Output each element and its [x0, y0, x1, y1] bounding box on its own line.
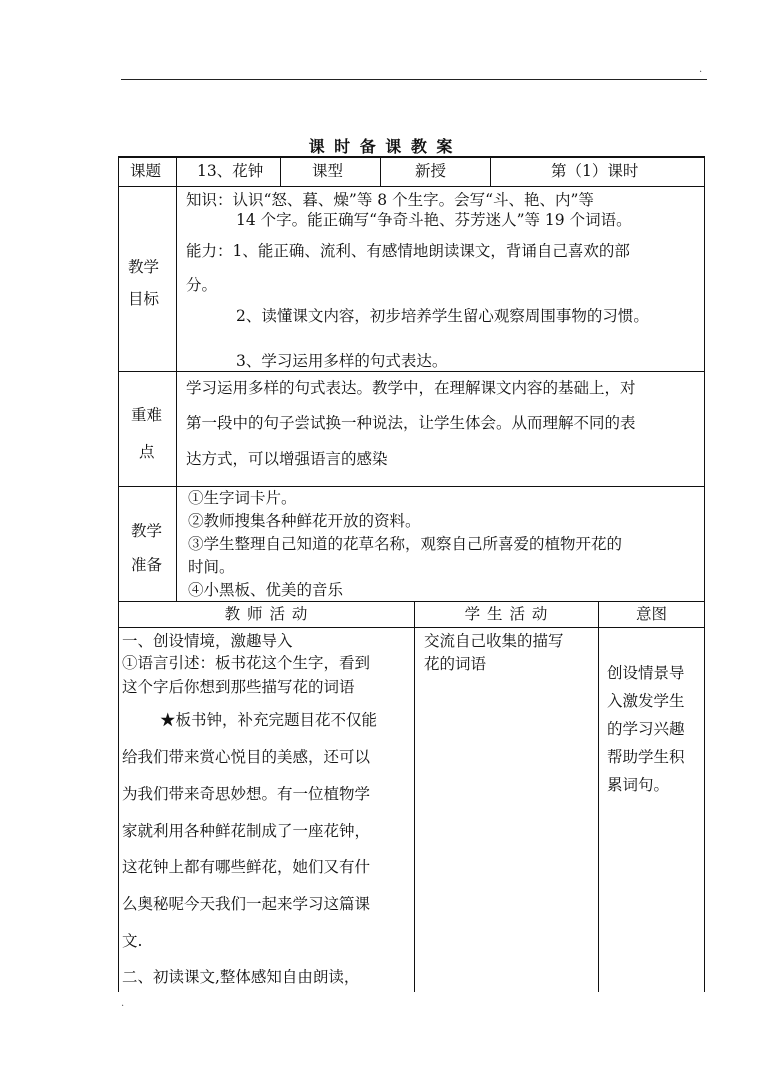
intent-line: 累词句。 — [607, 776, 670, 794]
key-points-line: 第一段中的句子尝试换一种说法，让学生体会。从而理解不同的表 — [186, 414, 636, 432]
teacher-activity-line: ★板书钟，补充完题目花不仅能 — [160, 711, 378, 729]
goals-line: 知识：认识“怒、暮、燥”等 8 个生字。会写“斗、艳、内”等 — [186, 191, 594, 209]
teacher-activity-line: 这花钟上都有哪些鲜花，她们又有什 — [122, 858, 371, 876]
intent-line: 创设情景导 — [607, 664, 685, 682]
topic-value: 13、花钟 — [197, 162, 264, 180]
teacher-activity-line: 二、初读课文,整体感知自由朗读， — [122, 968, 360, 986]
table-border — [118, 486, 705, 487]
table-border — [176, 156, 177, 602]
student-activity-line: 交流自己收集的描写 — [424, 632, 564, 650]
bottom-mark: . — [121, 998, 125, 1009]
student-activity-header: 学 生 活 动 — [464, 605, 549, 623]
prep-line: ③学生整理自己知道的花草名称，观察自己所喜爱的植物开花的 — [188, 535, 623, 553]
key-points-label: 点 — [139, 443, 155, 461]
top-mark: . — [699, 64, 703, 75]
goals-label: 目标 — [128, 290, 160, 308]
table-border — [118, 186, 705, 187]
table-border — [118, 156, 119, 992]
table-border — [704, 156, 705, 992]
teacher-activity-line: 么奥秘呢今天我们一起来学习这篇课 — [122, 895, 371, 913]
table-border — [280, 156, 281, 187]
key-points-label: 重难 — [131, 406, 163, 424]
table-border — [598, 601, 599, 992]
teacher-activity-line: 文. — [122, 932, 143, 950]
goals-line: 3、学习运用多样的句式表达。 — [236, 352, 448, 370]
prep-label: 准备 — [131, 556, 163, 574]
type-value: 新授 — [415, 162, 447, 180]
teacher-activity-line: 给我们带来赏心悦目的美感，还可以 — [122, 748, 371, 766]
teacher-activity-line: 家就利用各种鲜花制成了一座花钟， — [122, 822, 371, 840]
teacher-activity-line: 为我们带来奇思妙想。有一位植物学 — [122, 785, 371, 803]
prep-line: 时间。 — [188, 558, 235, 576]
intent-header: 意图 — [635, 605, 667, 623]
key-points-line: 达方式，可以增强语言的感染 — [186, 450, 388, 468]
intent-line: 帮助学生积 — [607, 748, 685, 766]
table-border — [118, 371, 705, 372]
prep-label: 教学 — [131, 522, 163, 540]
intent-line: 的学习兴趣 — [607, 720, 685, 738]
goals-line: 2、读懂课文内容，初步培养学生留心观察周围事物的习惯。 — [236, 307, 649, 325]
goals-line: 分。 — [186, 276, 218, 294]
teacher-activity-header: 教 师 活 动 — [224, 605, 309, 623]
period-value: 第（1）课时 — [551, 162, 639, 180]
goals-label: 教学 — [128, 258, 160, 276]
student-activity-line: 花的词语 — [424, 655, 487, 673]
teacher-activity-line: ①语言引述：板书花这个生字，看到 — [122, 654, 371, 672]
topic-label: 课题 — [130, 162, 162, 180]
table-border — [118, 601, 705, 602]
teacher-activity-line: 一、创设情境，激趣导入 — [122, 632, 293, 650]
table-border — [118, 156, 705, 158]
prep-line: ②教师搜集各种鲜花开放的资料。 — [188, 512, 421, 530]
key-points-line: 学习运用多样的句式表达。教学中，在理解课文内容的基础上，对 — [186, 379, 636, 397]
type-label: 课型 — [312, 162, 344, 180]
prep-line: ①生字词卡片。 — [188, 489, 297, 507]
table-border — [118, 627, 705, 628]
goals-line: 能力：1、能正确、流利、有感情地朗读课文，背诵自己喜欢的部 — [186, 242, 630, 260]
goals-line: 14 个字。能正确写“争奇斗艳、芬芳迷人”等 19 个词语。 — [236, 211, 632, 229]
prep-line: ④小黑板、优美的音乐 — [188, 581, 344, 599]
table-border — [380, 156, 381, 187]
intent-line: 入激发学生 — [607, 692, 685, 710]
table-border — [490, 156, 491, 187]
page-title: 课 时 备 课 教 案 — [308, 137, 455, 156]
header-rule — [121, 79, 707, 80]
teacher-activity-line: 这个字后你想到那些描写花的词语 — [122, 678, 355, 696]
table-border — [414, 601, 415, 992]
